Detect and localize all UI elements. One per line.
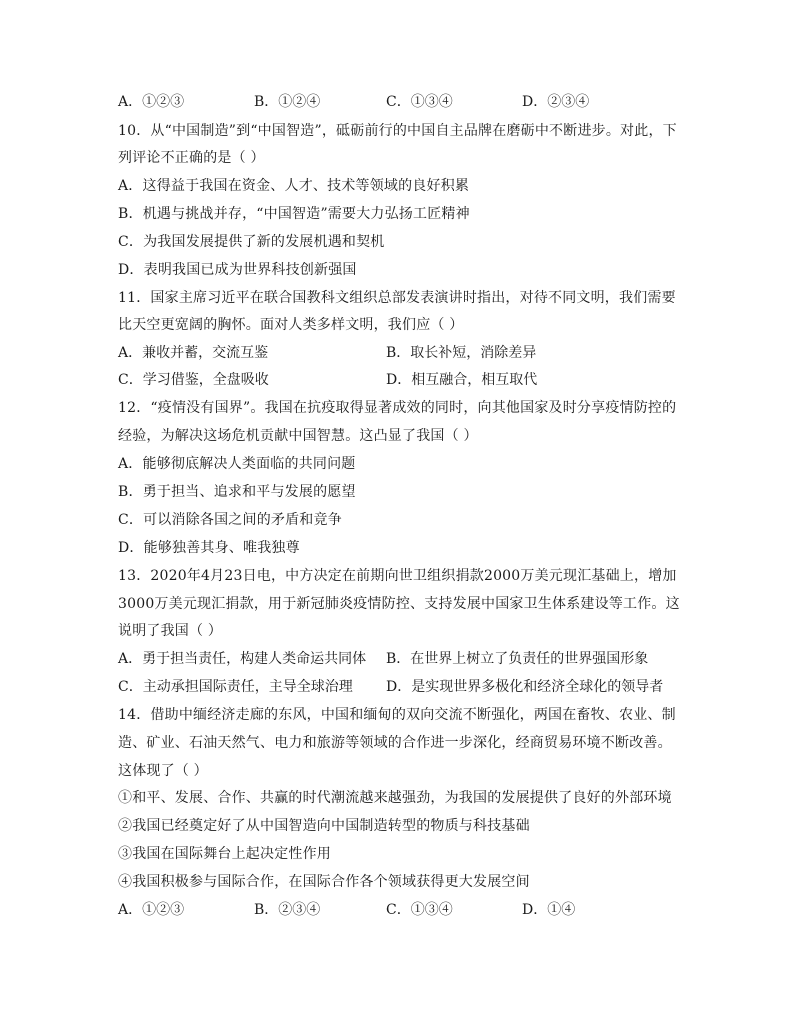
q9-option-d: D．②③④ [522,94,590,110]
q14-statement-3: ③我国在国际舞台上起决定性作用 [118,846,331,862]
q12-option-b: B．勇于担当、追求和平与发展的愿望 [118,484,356,500]
q9-option-c: C．①③④ [386,94,453,110]
q13-option-d: D．是实现世界多极化和经济全球化的领导者 [386,679,664,695]
q14-stem-line-3: 这体现了（ ） [118,763,208,779]
q11-option-c: C．学习借鉴，全盘吸收 [118,372,269,388]
q13-stem-line-2: 3000万美元现汇捐款，用于新冠肺炎疫情防控、支持发展中国家卫生体系建设等工作。这 [118,596,680,612]
q13-option-c: C．主动承担国际责任，主导全球治理 [118,679,353,695]
q13-options-row-2 [118,677,718,697]
q12-stem-line-1: 12．“疫情没有国界”。我国在抗疫取得显著成效的同时，向其他国家及时分享疫情防控的 [118,400,677,416]
q14-stem-line-1: 14．借助中缅经济走廊的东风，中国和缅甸的双向交流不断强化，两国在畜牧、农业、制 [118,707,676,723]
q11-option-a: A．兼收并蓄，交流互鉴 [118,345,269,361]
q11-options-row-2 [118,370,718,390]
q14-option-a: A．①②③ [118,902,185,918]
q14-option-b: B．②③④ [254,902,321,918]
q14-option-c: C．①③④ [386,902,453,918]
q14-option-d: D．①④ [522,902,576,918]
q9-options [118,92,718,112]
q11-options-row-1 [118,343,718,363]
q14-statement-4: ④我国积极参与国际合作，在国际合作各个领域获得更大发展空间 [118,874,530,890]
q13-option-a: A．勇于担当责任，构建人类命运共同体 [118,651,367,667]
q10-option-c: C．为我国发展提供了新的发展机遇和契机 [118,234,385,250]
q12-option-d: D．能够独善其身、唯我独尊 [118,540,300,556]
q12-option-c: C．可以消除各国之间的矛盾和竞争 [118,512,342,528]
q10-stem-line-1: 10．从“中国制造”到“中国智造”，砥砺前行的中国自主品牌在磨砺中不断进步。对此，下 [118,123,677,139]
q10-option-d: D．表明我国已成为世界科技创新强国 [118,262,357,278]
q11-option-d: D．相互融合，相互取代 [386,372,538,388]
q13-stem-line-1: 13．2020年4月23日电，中方决定在前期向世卫组织捐款2000万美元现汇基础上，增加 [118,568,677,584]
q11-stem-line-2: 比天空更宽阔的胸怀。面对人类多样文明，我们应（ ） [118,317,464,333]
q9-option-a: A．①②③ [118,94,185,110]
q14-statement-1: ①和平、发展、合作、共赢的时代潮流越来越强劲，为我国的发展提供了良好的外部环境 [118,790,672,806]
q10-option-b: B．机遇与挑战并存，“中国智造”需要大力弘扬工匠精神 [118,206,470,222]
q14-stem-line-2: 造、矿业、石油天然气、电力和旅游等领域的合作进一步深化，经商贸易环境不断改善。 [118,735,672,751]
q11-stem-line-1: 11．国家主席习近平在联合国教科文组织总部发表演讲时指出，对待不同文明，我们需要 [118,290,676,306]
q10-stem-line-2: 列评论不正确的是（ ） [118,150,265,166]
q12-stem-line-2: 经验，为解决这场危机贡献中国智慧。这凸显了我国（ ） [118,428,478,444]
q13-stem-line-3: 说明了我国（ ） [118,623,223,639]
q14-options [118,900,718,920]
q11-option-b: B．取长补短，消除差异 [386,345,537,361]
q14-statement-2: ②我国已经奠定好了从中国智造向中国制造转型的物质与科技基础 [118,818,530,834]
q13-options-row-1 [118,649,718,669]
q13-option-b: B．在世界上树立了负责任的世界强国形象 [386,651,649,667]
q10-option-a: A．这得益于我国在资金、人才、技术等领域的良好积累 [118,178,470,194]
q12-option-a: A．能够彻底解决人类面临的共同问题 [118,456,356,472]
q9-option-b: B．①②④ [254,94,321,110]
